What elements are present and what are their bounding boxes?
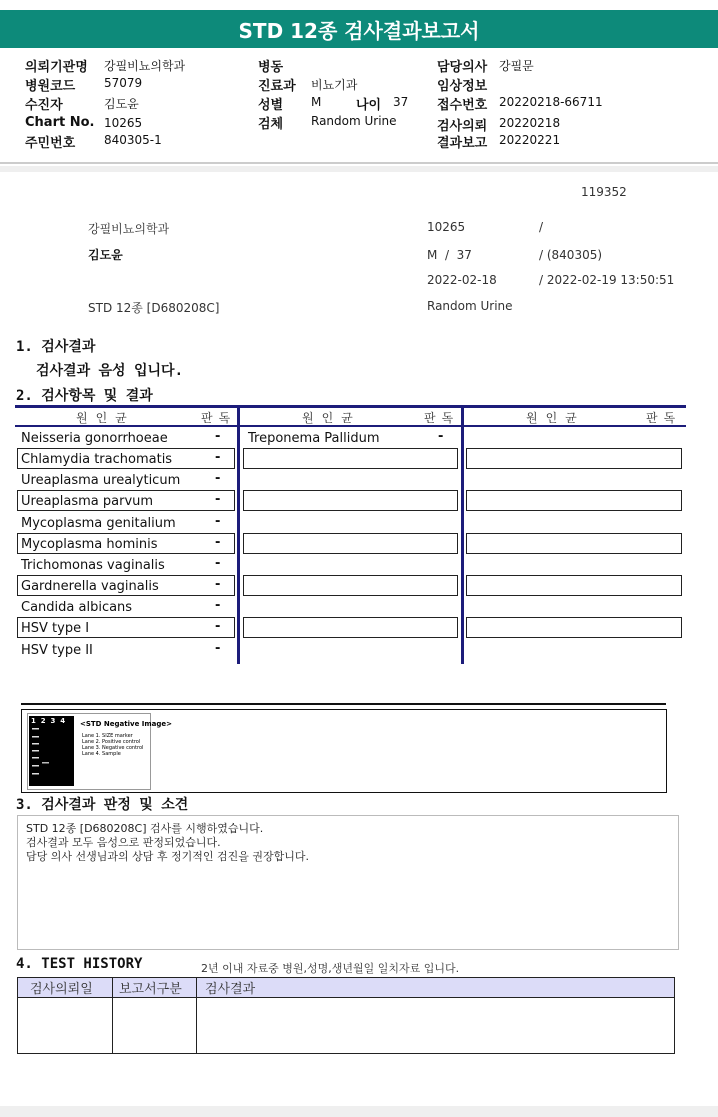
section4-title: 4. TEST HISTORY [16, 956, 143, 972]
document-code: 119352 [581, 185, 627, 199]
summary-received-date: 2022-02-18 [427, 273, 497, 287]
clinical-info-label: 임상정보 [437, 79, 488, 94]
row-box [243, 533, 458, 554]
col2-judgement-header: 판독 [424, 411, 460, 425]
overall-result: 검사결과 음성 입니다. [36, 363, 184, 379]
footer-band [0, 1106, 718, 1117]
report-date-label: 결과보고 [437, 136, 488, 151]
organism-result: - [215, 641, 221, 656]
row-box [466, 533, 682, 554]
organism-name: Neisseria gonorrhoeae [21, 431, 168, 446]
organism-name: Candida albicans [21, 600, 133, 615]
organism-name: HSV type I [21, 621, 90, 636]
report-title: STD 12종 검사결과보고서 [0, 10, 718, 48]
history-header-result: 검사결과 [197, 978, 675, 998]
summary-sex-age: M / 37 [427, 248, 472, 262]
gel-legend-item: Lane 1. SIZE marker [82, 733, 133, 739]
organism-result: - [438, 429, 444, 444]
summary-clinic: 강필비뇨의학과 [88, 222, 170, 236]
history-cell [18, 998, 113, 1054]
summary-chart: 10265 [427, 220, 466, 234]
section1-title: 1. 검사결과 [16, 339, 96, 355]
table-top-rule [15, 405, 686, 408]
history-table [17, 977, 675, 1054]
gel-legend-item: Lane 3. Negative control [82, 745, 144, 751]
organism-result: - [215, 535, 221, 550]
ward-label: 병동 [258, 60, 284, 75]
summary-birth: / (840305) [539, 248, 603, 262]
age-label: 나이 [356, 98, 382, 113]
organism-name: Mycoplasma hominis [21, 537, 158, 552]
col3-judgement-header: 판독 [646, 411, 682, 425]
organism-name: HSV type II [21, 643, 93, 658]
patient-label: 수진자 [25, 98, 63, 113]
organism-result: - [215, 577, 221, 592]
doctor-value: 강필문 [499, 59, 534, 73]
organism-result: - [215, 450, 221, 465]
gel-lane-numbers: 1 2 3 4 [31, 717, 66, 725]
clinic-name-value: 강필비뇨의학과 [104, 59, 186, 73]
gel-image [29, 716, 74, 786]
separator-band [0, 166, 718, 172]
opinion-line: STD 12종 [D680208C] 검사를 시행하였습니다. [26, 822, 264, 835]
request-date-value: 20220218 [499, 116, 561, 130]
organism-result: - [215, 429, 221, 444]
specimen-label: 검체 [258, 117, 284, 132]
doctor-label: 담당의사 [437, 60, 488, 75]
organism-name: Ureaplasma urealyticum [21, 473, 181, 488]
col2-organism-header: 원인균 [302, 411, 361, 425]
organism-result: - [215, 471, 221, 486]
request-date-label: 검사의뢰 [437, 119, 488, 134]
summary-specimen: Random Urine [427, 299, 513, 313]
department-label: 진료과 [258, 79, 296, 94]
row-box [243, 617, 458, 638]
organism-result: - [215, 492, 221, 507]
specimen-value: Random Urine [311, 114, 397, 128]
organism-name: Ureaplasma parvum [21, 494, 154, 509]
history-header-report-type: 보고서구분 [113, 978, 197, 998]
row-box [466, 617, 682, 638]
organism-result: - [215, 619, 221, 634]
summary-slash: / [539, 220, 544, 234]
column-divider-1 [237, 405, 240, 664]
opinion-line: 검사결과 모두 음성으로 판정되었습니다. [26, 836, 221, 849]
col1-judgement-header: 판독 [201, 411, 237, 425]
organism-name: Chlamydia trachomatis [21, 452, 173, 467]
summary-patient: 김도윤 [88, 248, 123, 262]
organism-name: Treponema Pallidum [248, 431, 380, 446]
gel-divider [21, 703, 666, 705]
history-row [18, 998, 675, 1054]
col3-organism-header: 원인균 [526, 411, 585, 425]
organism-name: Gardnerella vaginalis [21, 579, 159, 594]
organism-result: - [215, 514, 221, 529]
opinion-box [17, 815, 679, 950]
organism-name: Mycoplasma genitalium [21, 516, 176, 531]
clinic-name-label: 의뢰기관명 [25, 60, 88, 75]
organism-result: - [215, 556, 221, 571]
gel-heading: <STD Negative Image> [80, 720, 173, 728]
history-note: 2년 이내 자료중 병원,성명,생년월일 일치자료 입니다. [201, 962, 460, 975]
report-date-value: 20220221 [499, 133, 561, 147]
chart-no-label: Chart No. [25, 115, 95, 130]
row-box [243, 575, 458, 596]
age-value: 37 [393, 95, 409, 109]
sex-value: M [311, 95, 322, 109]
row-box [466, 448, 682, 469]
organism-result: - [215, 598, 221, 613]
section3-title: 3. 검사결과 판정 및 소견 [16, 797, 189, 813]
patient-value: 김도윤 [104, 97, 139, 111]
chart-no-value: 10265 [104, 116, 143, 130]
hospital-code-label: 병원코드 [25, 79, 76, 94]
history-header-request-date: 검사의뢰일 [18, 978, 113, 998]
gel-legend [82, 733, 143, 757]
summary-report-datetime: / 2022-02-19 13:50:51 [539, 273, 675, 287]
organism-name: Trichomonas vaginalis [21, 558, 165, 573]
row-box [466, 575, 682, 596]
hospital-code-value: 57079 [104, 76, 143, 90]
history-cell [113, 998, 197, 1054]
department-value: 비뇨기과 [311, 78, 358, 92]
column-divider-2 [461, 405, 464, 664]
resident-no-label: 주민번호 [25, 136, 76, 151]
gel-legend-item: Lane 4. Sample [82, 751, 121, 757]
row-box [466, 490, 682, 511]
row-box [243, 448, 458, 469]
receipt-no-value: 20220218-66711 [499, 95, 603, 109]
row-box [243, 490, 458, 511]
summary-test-name: STD 12종 [D680208C] [88, 301, 220, 315]
resident-no-value: 840305-1 [104, 133, 162, 147]
history-cell [197, 998, 675, 1054]
opinion-line: 담당 의사 선생님과의 상담 후 정기적인 검진을 권장합니다. [26, 850, 309, 863]
receipt-no-label: 접수번호 [437, 98, 488, 113]
section2-title: 2. 검사항목 및 결과 [16, 388, 153, 404]
col1-organism-header: 원인균 [76, 411, 135, 425]
sex-label: 성별 [258, 98, 284, 113]
gel-legend-item: Lane 2. Positive control [82, 739, 141, 745]
gel-bands-icon [29, 716, 74, 786]
